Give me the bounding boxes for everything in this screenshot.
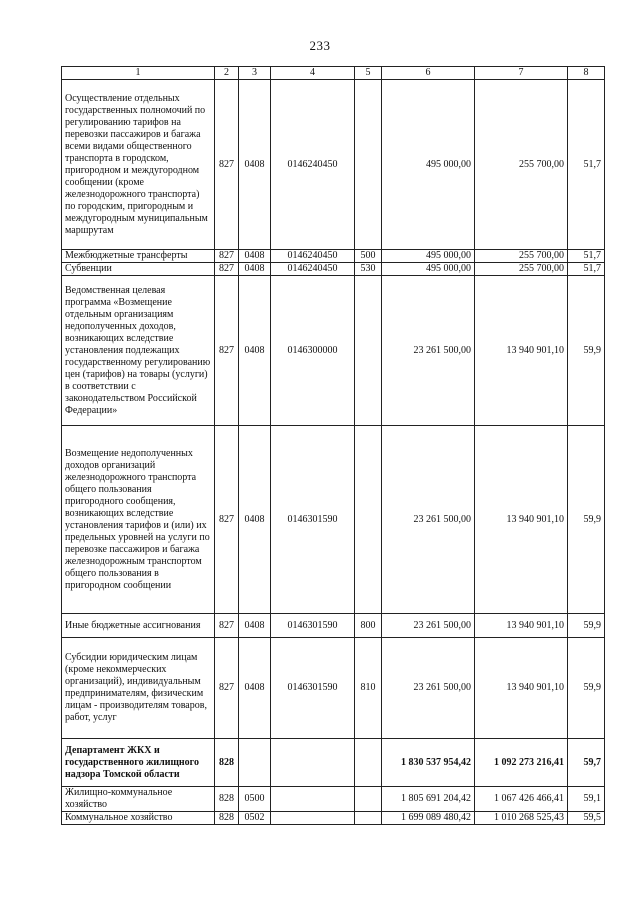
cell-csr [271, 812, 355, 825]
cell-percent: 51,7 [568, 263, 605, 276]
cell-plan: 23 261 500,00 [382, 426, 475, 614]
cell-gr: 827 [215, 276, 239, 426]
cell-plan: 23 261 500,00 [382, 638, 475, 739]
table-row [62, 80, 605, 250]
cell-csr [271, 787, 355, 812]
cell-csr: 0146240450 [271, 250, 355, 263]
cell-rzpr: 0408 [239, 614, 271, 638]
cell-plan: 23 261 500,00 [382, 276, 475, 426]
cell-percent: 59,9 [568, 614, 605, 638]
cell-csr: 0146301590 [271, 638, 355, 739]
table-row [62, 263, 605, 276]
page-number: 233 [309, 38, 331, 53]
cell-csr: 0146301590 [271, 426, 355, 614]
cell-percent: 51,7 [568, 80, 605, 250]
cell-vr [355, 787, 382, 812]
cell-gr: 827 [215, 263, 239, 276]
header-cell: 2 [215, 67, 239, 80]
cell-gr: 828 [215, 812, 239, 825]
table-row [62, 812, 605, 825]
cell-plan: 495 000,00 [382, 80, 475, 250]
cell-vr [355, 812, 382, 825]
cell-gr: 828 [215, 787, 239, 812]
cell-vr: 800 [355, 614, 382, 638]
cell-rzpr [239, 739, 271, 787]
cell-name: Коммунальное хозяйство [62, 812, 215, 825]
cell-plan: 495 000,00 [382, 263, 475, 276]
cell-gr: 827 [215, 80, 239, 250]
cell-exec: 13 940 901,10 [475, 614, 568, 638]
cell-rzpr: 0408 [239, 638, 271, 739]
cell-rzpr: 0502 [239, 812, 271, 825]
cell-percent: 59,9 [568, 638, 605, 739]
budget-table [61, 66, 605, 825]
cell-csr: 0146301590 [271, 614, 355, 638]
table-row [62, 787, 605, 812]
header-cell: 5 [355, 67, 382, 80]
cell-percent: 59,9 [568, 276, 605, 426]
cell-vr [355, 80, 382, 250]
cell-gr: 827 [215, 638, 239, 739]
cell-csr [271, 739, 355, 787]
cell-name: Межбюджетные трансферты [62, 250, 215, 263]
cell-gr: 828 [215, 739, 239, 787]
cell-gr: 827 [215, 250, 239, 263]
table-row [62, 276, 605, 426]
cell-vr: 500 [355, 250, 382, 263]
cell-csr: 0146240450 [271, 80, 355, 250]
header-cell: 6 [382, 67, 475, 80]
header-cell: 3 [239, 67, 271, 80]
cell-exec: 13 940 901,10 [475, 638, 568, 739]
cell-percent: 51,7 [568, 250, 605, 263]
cell-exec: 13 940 901,10 [475, 426, 568, 614]
table-row [62, 638, 605, 739]
table-row [62, 739, 605, 787]
cell-csr: 0146300000 [271, 276, 355, 426]
cell-exec: 13 940 901,10 [475, 276, 568, 426]
cell-csr: 0146240450 [271, 263, 355, 276]
cell-name: Возмещение недополученных доходов организаций железнодорожного транспорта общего пользования пригородного сообщения, возникающих вследствие установления тарифов и (или) их предельных уровней на услуги по перевозке пассажиров и багажа железнодорожным транспортом общего пользования в пригородном сообщении [62, 426, 215, 614]
cell-exec: 1 067 426 466,41 [475, 787, 568, 812]
cell-percent: 59,5 [568, 812, 605, 825]
cell-rzpr: 0408 [239, 276, 271, 426]
cell-percent: 59,7 [568, 739, 605, 787]
cell-exec: 1 092 273 216,41 [475, 739, 568, 787]
cell-exec: 1 010 268 525,43 [475, 812, 568, 825]
table-header-row [62, 67, 605, 80]
cell-plan: 1 699 089 480,42 [382, 812, 475, 825]
cell-vr [355, 739, 382, 787]
cell-rzpr: 0408 [239, 426, 271, 614]
cell-name: Субсидии юридическим лицам (кроме некоммерческих организаций), индивидуальным предпринимателям, физическим лицам - производителям товаров, работ, услуг [62, 638, 215, 739]
table-row [62, 614, 605, 638]
cell-vr: 810 [355, 638, 382, 739]
cell-exec: 255 700,00 [475, 80, 568, 250]
table-row [62, 426, 605, 614]
cell-name: Субвенции [62, 263, 215, 276]
cell-gr: 827 [215, 614, 239, 638]
cell-percent: 59,9 [568, 426, 605, 614]
cell-plan: 1 805 691 204,42 [382, 787, 475, 812]
cell-vr [355, 426, 382, 614]
cell-rzpr: 0500 [239, 787, 271, 812]
table-body [62, 67, 605, 825]
cell-rzpr: 0408 [239, 80, 271, 250]
cell-vr [355, 276, 382, 426]
header-cell: 1 [62, 67, 215, 80]
cell-name: Ведомственная целевая программа «Возмещение отдельным организациям недополученных доходов, возникающих вследствие установления подлежащих государственному регулированию цен (тарифов) на товары (услуги) в соответствии с законодательством Российской Федерации» [62, 276, 215, 426]
cell-name: Жилищно-коммунальное хозяйство [62, 787, 215, 812]
table-row [62, 250, 605, 263]
cell-percent: 59,1 [568, 787, 605, 812]
cell-vr: 530 [355, 263, 382, 276]
cell-gr: 827 [215, 426, 239, 614]
cell-name: Иные бюджетные ассигнования [62, 614, 215, 638]
cell-plan: 495 000,00 [382, 250, 475, 263]
cell-rzpr: 0408 [239, 263, 271, 276]
cell-exec: 255 700,00 [475, 250, 568, 263]
cell-plan: 23 261 500,00 [382, 614, 475, 638]
cell-name: Департамент ЖКХ и государственного жилищного надзора Томской области [62, 739, 215, 787]
header-cell: 4 [271, 67, 355, 80]
cell-rzpr: 0408 [239, 250, 271, 263]
header-cell: 7 [475, 67, 568, 80]
cell-exec: 255 700,00 [475, 263, 568, 276]
cell-plan: 1 830 537 954,42 [382, 739, 475, 787]
cell-name: Осуществление отдельных государственных полномочий по регулированию тарифов на перевозки пассажиров и багажа всеми видами общественного транспорта в городском, пригородном и междугородном сообщении (кроме железнодорожного транспорта) по городским, пригородным и междугородным муниципальным маршрутам [62, 80, 215, 250]
header-cell: 8 [568, 67, 605, 80]
